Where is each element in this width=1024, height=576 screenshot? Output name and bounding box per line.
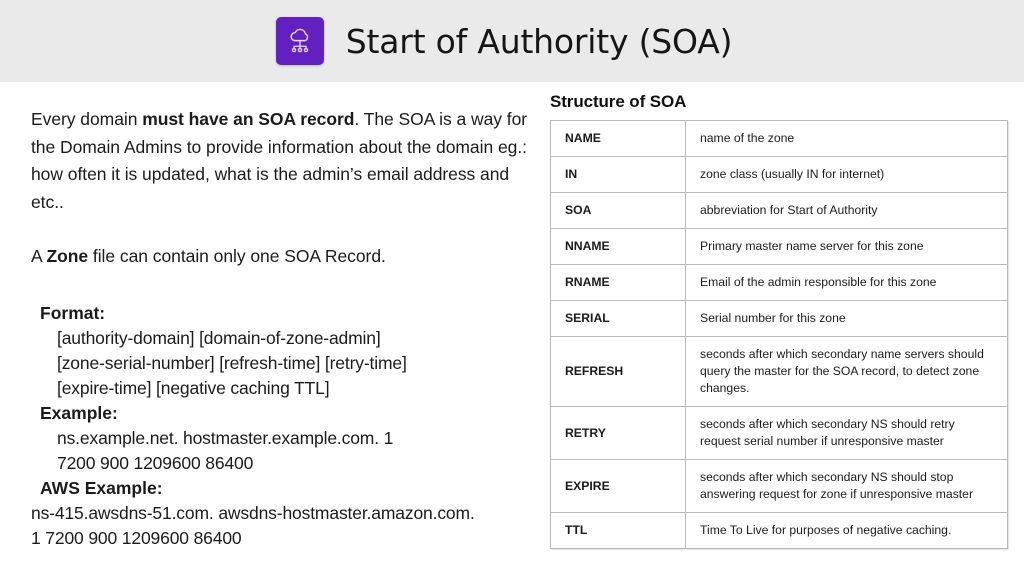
- row-key: TTL: [551, 513, 686, 549]
- row-key: IN: [551, 157, 686, 193]
- intro-text-1: Every domain: [31, 109, 143, 129]
- zone-paragraph: [31, 243, 531, 271]
- zone-text-2: file can contain only one SOA Record.: [88, 246, 386, 266]
- row-key: EXPIRE: [551, 460, 686, 513]
- table-title: Structure of SOA: [550, 92, 687, 111]
- row-description: seconds after which secondary NS should retry request serial number if unresponsive master: [686, 407, 1008, 460]
- slide-header-band: [0, 0, 1024, 82]
- cloud-network-icon: [276, 17, 324, 65]
- table-row: [551, 229, 1008, 265]
- header-content: [276, 17, 733, 65]
- example-label: Example:: [40, 402, 118, 423]
- table-row: [551, 337, 1008, 407]
- row-key: REFRESH: [551, 337, 686, 407]
- right-content-column: [550, 92, 1008, 549]
- row-description: seconds after which secondary name servers should query the master for the SOA record, to detect zone changes.: [686, 337, 1008, 407]
- format-example-block: [31, 301, 531, 551]
- zone-bold-1: Zone: [46, 246, 89, 266]
- format-label: Format:: [40, 302, 106, 323]
- zone-text-1: A: [31, 246, 47, 266]
- table-row: [551, 301, 1008, 337]
- intro-bold-1: must have an SOA record: [142, 109, 355, 129]
- table-row: [551, 157, 1008, 193]
- row-key: RETRY: [551, 407, 686, 460]
- row-description: seconds after which secondary NS should stop answering request for zone if unresponsive master: [686, 460, 1008, 513]
- row-key: NAME: [551, 121, 686, 157]
- aws-example-line: 1 7200 900 1209600 86400: [31, 527, 242, 548]
- table-row: [551, 513, 1008, 549]
- row-key: SOA: [551, 193, 686, 229]
- example-line: ns.example.net. hostmaster.example.com. 1: [57, 427, 394, 448]
- example-line: 7200 900 1209600 86400: [57, 452, 254, 473]
- table-row: [551, 121, 1008, 157]
- row-description: Time To Live for purposes of negative caching.: [686, 513, 1008, 549]
- table-row: [551, 407, 1008, 460]
- left-content-column: [31, 106, 531, 551]
- soa-structure-table: [550, 120, 1008, 549]
- table-row: [551, 193, 1008, 229]
- intro-paragraph: [31, 106, 531, 216]
- page-title: Start of Authority (SOA): [345, 21, 733, 61]
- format-line: [authority-domain] [domain-of-zone-admin]: [57, 327, 381, 348]
- format-line: [expire-time] [negative caching TTL]: [57, 377, 330, 398]
- aws-example-line: ns-415.awsdns-51.com. awsdns-hostmaster.amazon.com.: [31, 502, 475, 523]
- row-key: NNAME: [551, 229, 686, 265]
- row-description: Email of the admin responsible for this zone: [686, 265, 1008, 301]
- table-row: [551, 460, 1008, 513]
- row-description: Serial number for this zone: [686, 301, 1008, 337]
- intro-text-2: . The SOA is a way for the Domain Admins to provide information about the domain eg.: how often it is updated, what is the admin’s email address and etc..: [31, 109, 528, 212]
- row-description: name of the zone: [686, 121, 1008, 157]
- soa-table-body: [551, 121, 1008, 549]
- table-row: [551, 265, 1008, 301]
- row-description: abbreviation for Start of Authority: [686, 193, 1008, 229]
- row-description: Primary master name server for this zone: [686, 229, 1008, 265]
- row-key: RNAME: [551, 265, 686, 301]
- row-key: SERIAL: [551, 301, 686, 337]
- format-line: [zone-serial-number] [refresh-time] [retry-time]: [57, 352, 407, 373]
- paragraph-spacer: [31, 216, 531, 243]
- row-description: zone class (usually IN for internet): [686, 157, 1008, 193]
- aws-example-label: AWS Example:: [40, 477, 163, 498]
